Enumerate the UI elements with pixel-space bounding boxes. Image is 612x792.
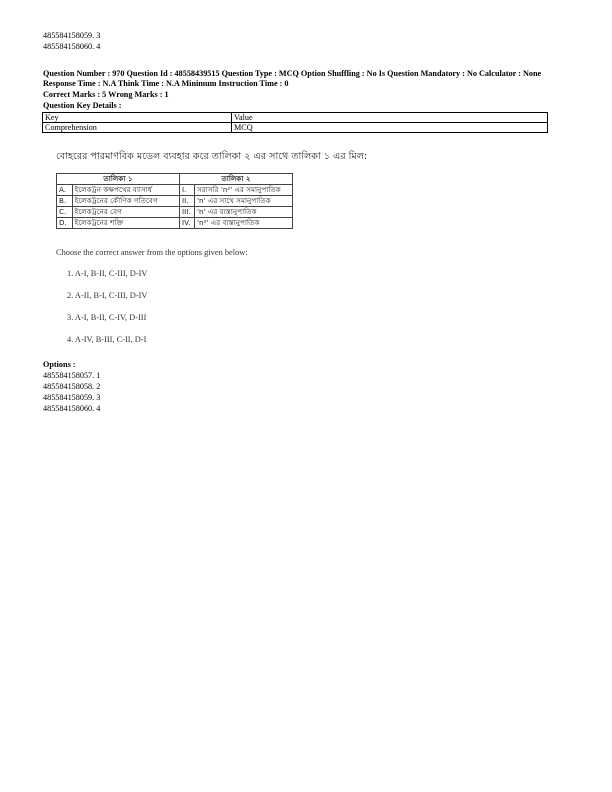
list1-key: D. (57, 218, 73, 229)
answer-choice-4: 4. A-IV, B-III, C-II, D-I (67, 335, 147, 344)
list2-key: IV. (180, 218, 195, 229)
key-cell: Comprehension (43, 123, 232, 133)
list2-item: 'n²' এর ব্যস্তানুপাতিক (195, 218, 293, 229)
option-item: 485584158060. 4 (43, 404, 101, 413)
answer-choice-1: 1. A-I, B-II, C-III, D-IV (67, 269, 148, 278)
list2-item: 'n' এর ব্যস্তানুপাতিক (195, 207, 293, 218)
option-item: 485584158059. 3 (43, 393, 101, 402)
list1-header: তালিকা ১ (57, 174, 180, 185)
question-meta-line2: Response Time : N.A Think Time : N.A Minimum Instruction Time : 0 (43, 79, 289, 88)
key-table-header-row (43, 113, 548, 123)
list1-key: B. (57, 196, 73, 207)
list2-header: তালিকা ২ (180, 174, 293, 185)
question-text: বোহরের পারমাণবিক মডেল ব্যবহার করে তালিকা ২ এর সাথে তালিকা ১ এর মিল: (56, 151, 368, 162)
marks-line: Correct Marks : 5 Wrong Marks : 1 (43, 90, 169, 99)
list2-item: সরাসরি 'n²' এর সমানুপাতিক (195, 185, 293, 196)
answer-choice-2: 2. A-II, B-I, C-III, D-IV (67, 291, 148, 300)
value-header: Value (232, 113, 548, 123)
list1-item: ইলেকট্রনের বেগ (72, 207, 179, 218)
key-table-row (43, 123, 548, 133)
options-label: Options : (43, 360, 76, 369)
match-table (56, 173, 293, 229)
key-header: Key (43, 113, 232, 123)
list2-item: 'n' এর সাথে সমানুপাতিক (195, 196, 293, 207)
list1-key: C. (57, 207, 73, 218)
answer-choice-3: 3. A-I, B-II, C-IV, D-III (67, 313, 147, 322)
list1-item: ইলেকট্রন কক্ষপথের ব্যাসার্ধ (72, 185, 179, 196)
prev-option-3: 485584158059. 3 (43, 31, 101, 40)
option-item: 485584158057. 1 (43, 371, 101, 380)
value-cell: MCQ (232, 123, 548, 133)
key-details-label: Question Key Details : (43, 101, 122, 110)
list2-key: III. (180, 207, 195, 218)
match-table-row (57, 218, 293, 229)
list1-key: A. (57, 185, 73, 196)
prev-option-4: 485584158060. 4 (43, 42, 101, 51)
list2-key: I. (180, 185, 195, 196)
match-table-row (57, 207, 293, 218)
list1-item: ইলেকট্রনের কৌণিক গতিবেগ (72, 196, 179, 207)
match-table-row (57, 196, 293, 207)
match-table-row (57, 185, 293, 196)
option-item: 485584158058. 2 (43, 382, 101, 391)
list2-key: II. (180, 196, 195, 207)
choose-instruction: Choose the correct answer from the options given below: (56, 248, 248, 257)
list1-item: ইলেকট্রনের শক্তি (72, 218, 179, 229)
key-value-table (42, 112, 548, 133)
match-table-header-row (57, 174, 293, 185)
question-meta-line1: Question Number : 970 Question Id : 48558439515 Question Type : MCQ Option Shuffling : No Is Question Mandatory : No Calculator : None (43, 69, 542, 78)
